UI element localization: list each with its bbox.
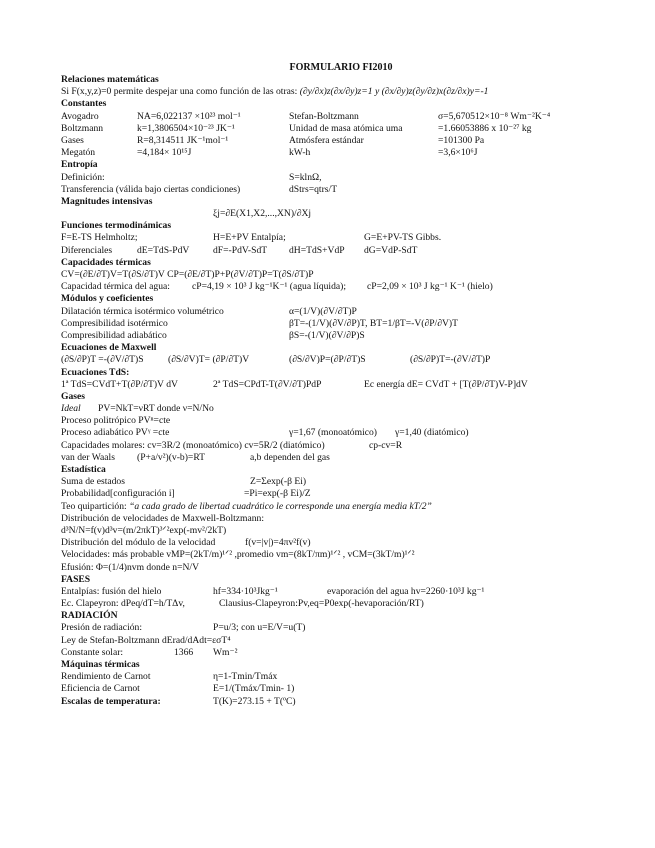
helmholtz: F=E-TS Helmholtz; (61, 232, 138, 244)
moduli-formula: βS=-(1/V)(∂V/∂P)S (289, 329, 365, 341)
heading-phases: FASES (61, 573, 91, 585)
maxwell-boltzmann-label: Distribución de velocidades de Maxwell-Boltzmann: (61, 512, 265, 524)
energy-equation: Ec energía dE= CVdT + [T(∂P/∂T)V-P]dV (364, 378, 528, 390)
equipartition-line (61, 501, 621, 513)
const-value: =4,184× 10¹⁵J (137, 147, 192, 159)
van-der-waals-row (61, 452, 621, 464)
moduli-formula: α=(1/V)(∂V/∂T)P (289, 305, 357, 317)
entropy-def-row (61, 172, 621, 184)
carnot-row (61, 671, 621, 683)
ideal-gas-label: Ideal (61, 403, 81, 415)
math-relations-formula: (∂y/∂x)z(∂x/∂y)z=1 y (∂x/∂y)z(∂y/∂z)x(∂z/∂x)y=-1 (299, 86, 489, 98)
probability-label: Probabilidad[configuración i] (61, 488, 175, 500)
constants-row (61, 147, 621, 159)
const-value: R=8,314511 JK⁻¹mol⁻¹ (137, 134, 229, 146)
const-value: NA=6,022137 ×10²³ mol⁻¹ (137, 110, 241, 122)
heading-heat-capacities: Capacidades térmicas (61, 256, 151, 268)
temperature-scales-row (61, 696, 621, 708)
entropy-def-formula: S=klnΩ, (289, 171, 322, 183)
enthalpies-row (61, 586, 621, 598)
carnot-formula: E=1/(Tmáx/Tmin- 1) (213, 683, 295, 695)
const-label: kW-h (289, 147, 311, 159)
water-heat-ice: cP=2,09 × 10³ J kg⁻¹ K⁻¹ (hielo) (367, 281, 493, 293)
const-value: k=1,3806504×10⁻²³ JK⁻¹ (137, 122, 235, 134)
ideal-gas-law: PV=NkT=νRT donde ν=N/No (98, 403, 214, 415)
moduli-row (61, 306, 621, 318)
speed-distribution-formula: f(v=|v|)=4πv²f(v) (245, 537, 311, 549)
heading-constants: Constantes (61, 98, 107, 110)
heading-thermo-functions: Funciones termodinámicas (61, 220, 172, 232)
effusion-line: Efusión: Φ=(1/4)nvm donde n=N/V (61, 561, 200, 573)
solar-constant-label: Constante solar: (61, 646, 124, 658)
moduli-formula: βT=-(1/V)(∂V/∂P)T, BT=1/βT=-V(∂P/∂V)T (289, 317, 458, 329)
maxwell-boltzmann-formula: d³N/N=f(v)d³v=(m/2πkT)³ᐟ²exp(-mv²/2kT) (61, 524, 227, 536)
heat-capacity-formulas: CV=(∂E/∂T)V=T(∂S/∂T)V CP=(∂E/∂T)P+P(∂V/∂T)P=T(∂S/∂T)P (61, 269, 314, 280)
adiabatic-row (61, 427, 621, 439)
entropy-transfer-label: Transferencia (válida bajo ciertas condiciones) (61, 183, 241, 195)
clapeyron-row (61, 598, 621, 610)
const-label: Boltzmann (61, 122, 104, 134)
partition-label: Suma de estados (61, 476, 125, 488)
partition-formula: Z=Σexp(-β Ei) (250, 476, 307, 488)
gamma-monoatomic: γ=1,67 (monoatómico) (289, 427, 377, 439)
temperature-scales-formula: T(K)=273.15 + T(ºC) (213, 695, 296, 707)
const-label: Unidad de masa atómica uma (289, 122, 403, 134)
molar-capacities: Capacidades molares: cv=3R/2 (monoatómico) cv=5R/2 (diatómico) (61, 439, 325, 451)
carnot-label: Eficiencia de Carnot (61, 683, 140, 695)
stefan-boltzmann-law: Ley de Stefan-Boltzmann dErad/dAdt=εσT⁴ (61, 634, 231, 646)
heading-moduli: Módulos y coeficientes (61, 293, 154, 305)
molar-capacities-row (61, 440, 621, 452)
const-value: =3,6×10⁶J (438, 147, 478, 159)
thermo-row-2 (61, 245, 621, 257)
tds-second: 2ª TdS=CPdT-T(∂V/∂T)PdP (213, 378, 322, 390)
solar-constant-value: 1366 (174, 646, 194, 658)
velocities-line: Velocidades: más probable vMP=(2kT/m)¹ᐟ² ,promedio vm=(8kT/πm)¹ᐟ² , vCM=(3kT/m)¹ᐟ² (61, 549, 415, 561)
tds-row (61, 379, 621, 391)
const-value: =1.66053886 x 10⁻²⁷ kg (438, 122, 532, 134)
water-heat-label: Capacidad térmica del agua: (61, 281, 170, 293)
const-value: =101300 Pa (438, 134, 485, 146)
maxwell-row (61, 354, 621, 366)
enthalpies-label: Entalpías: fusión del hielo (61, 585, 162, 597)
maxwell-relation: (∂S/∂V)P=(∂P/∂T)S (289, 354, 366, 366)
dH: dH=TdS+VdP (289, 244, 345, 256)
polytropic-process: Proceso politrópico PVⁿ=cte (61, 415, 171, 427)
heading-radiation: RADIACIÓN (61, 610, 118, 622)
heading-entropy: Entropía (61, 159, 98, 171)
solar-constant-unit: Wm⁻² (213, 646, 238, 658)
dG: dG=VdP-SdT (364, 244, 418, 256)
thermo-row-1 (61, 232, 621, 244)
probability-row (61, 488, 621, 500)
fusion-enthalpy: hf=334·10³Jkg⁻¹ (213, 585, 278, 597)
maxwell-relation: (∂S/∂P)T =-(∂V/∂T)S (61, 354, 144, 366)
dF: dF=-PdV-SdT (213, 244, 268, 256)
radiation-pressure-formula: P=u/3; con u=E/V=u(T) (213, 622, 306, 634)
page-title: FORMULARIO FI2010 (289, 62, 393, 73)
entropy-def-label: Definición: (61, 171, 105, 183)
speed-distribution-label: Distribución del módulo de la velocidad (61, 537, 216, 549)
constants-row (61, 135, 621, 147)
dE: dE=TdS-PdV (137, 244, 190, 256)
heading-statistics: Estadística (61, 464, 106, 475)
partition-row (61, 476, 621, 488)
solar-constant-row (61, 647, 621, 659)
adiabatic-process: Proceso adiabático PVᵞ =cte (61, 427, 170, 439)
van-der-waals-equation: (P+a/v²)(v-b)=RT (137, 451, 206, 463)
heading-maxwell: Ecuaciones de Maxwell (61, 342, 157, 354)
heading-tds: Ecuaciones TdS: (61, 366, 130, 378)
moduli-row (61, 330, 621, 342)
const-label: Gases (61, 134, 84, 146)
mayer-relation: cp-cv=R (369, 439, 403, 451)
van-der-waals-note: a,b dependen del gas (250, 451, 330, 463)
carnot-row (61, 683, 621, 695)
heading-math-relations: Relaciones matemáticas (61, 74, 159, 85)
moduli-label: Dilatación térmica isotérmico volumétrico (61, 305, 224, 317)
carnot-label: Rendimiento de Carnot (61, 671, 151, 683)
ideal-gas-row (61, 403, 621, 415)
intensive-formula: ξj=∂E(X1,X2,...,XN)/∂Xj (213, 208, 312, 220)
heading-intensive: Magnitudes intensivas (61, 195, 153, 207)
enthalpy: H=E+PV Entalpía; (213, 232, 286, 244)
moduli-label: Compresibilidad adiabático (61, 329, 167, 341)
const-label: Avogadro (61, 110, 99, 122)
formula-sheet (61, 61, 621, 708)
constants-row (61, 123, 621, 135)
clausius-clapeyron: Clausius-Clapeyron:Pv,eq=P0exp(-hevaporación/RT) (219, 598, 424, 610)
van-der-waals-label: van der Waals (61, 451, 115, 463)
moduli-label: Compresibilidad isotérmico (61, 317, 168, 329)
math-relations-line (61, 86, 621, 98)
clapeyron-equation: Ec. Clapeyron: dPeq/dT=h/TΔv, (61, 598, 185, 610)
math-relations-text: Si F(x,y,z)=0 permite despejar una como función de las otras: (61, 86, 300, 98)
radiation-pressure-row (61, 622, 621, 634)
temperature-scales-label: Escalas de temperatura: (61, 695, 161, 707)
const-label: Stefan-Boltzmann (289, 110, 359, 122)
gamma-diatomic: γ=1,40 (diatómico) (395, 427, 469, 439)
heading-gases: Gases (61, 390, 85, 402)
intensive-row (61, 208, 621, 220)
equipartition-text: “a cada grado de libertad cuadrático le corresponde una energía media kT/2” (129, 500, 432, 512)
water-heat-liquid: cP=4,19 × 10³ J kg⁻¹K⁻¹ (agua líquida); (192, 281, 347, 293)
probability-formula: =Pi=exp(-β Ei)/Z (244, 488, 311, 500)
radiation-pressure-label: Presión de radiación: (61, 622, 142, 634)
differentials-label: Diferenciales (61, 244, 113, 256)
carnot-formula: η=1-Tmin/Tmáx (213, 671, 278, 683)
tds-first: 1ª TdS=CVdT+T(∂P/∂T)V dV (61, 378, 178, 390)
moduli-row (61, 318, 621, 330)
maxwell-relation: (∂S/∂P)T=-(∂V/∂T)P (410, 354, 491, 366)
equipartition-label: Teo quipartición: (61, 500, 130, 512)
heading-heat-engines: Máquinas térmicas (61, 659, 140, 670)
const-label: Atmósfera estándar (289, 134, 364, 146)
entropy-transfer-row (61, 184, 621, 196)
evaporation-enthalpy: evaporación del agua hv=2260·10³J kg⁻¹ (327, 585, 485, 597)
speed-distribution-row (61, 537, 621, 549)
entropy-transfer-formula: dStrs=qtrs/T (289, 183, 338, 195)
maxwell-relation: (∂S/∂V)T= (∂P/∂T)V (168, 354, 250, 366)
gibbs: G=E+PV-TS Gibbs. (364, 232, 442, 244)
const-value: σ=5,670512×10⁻⁸ Wm⁻²K⁻⁴ (438, 110, 551, 122)
water-heat-row (61, 281, 621, 293)
constants-row (61, 111, 621, 123)
const-label: Megatón (61, 147, 96, 159)
